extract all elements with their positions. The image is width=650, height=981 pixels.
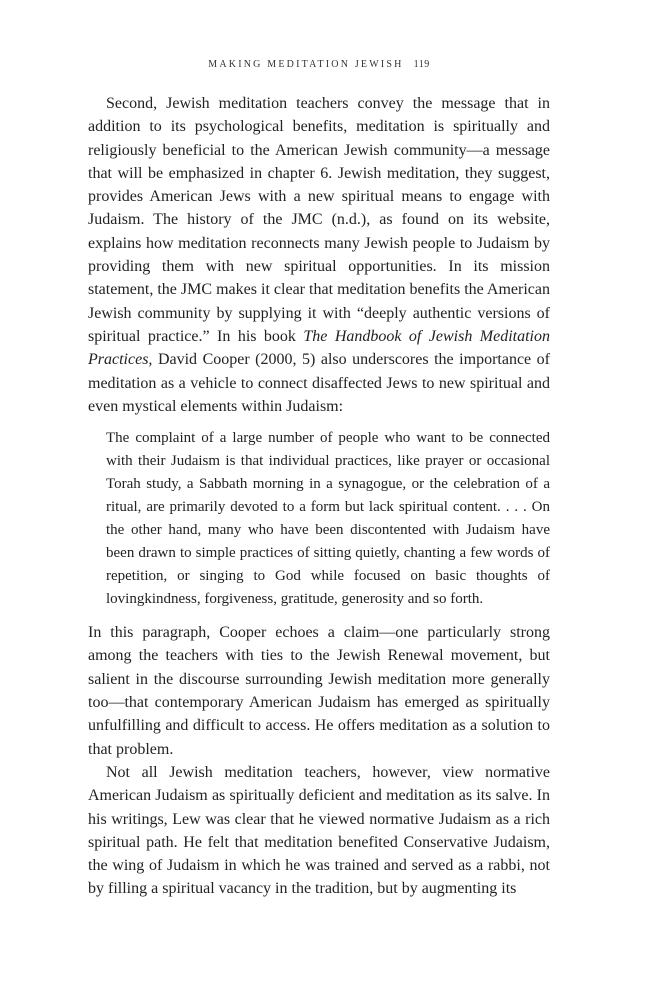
block-quote: The complaint of a large number of people who want to be connected with their Judaism is that individual practices, like prayer or occasional Torah study, a Sabbath morning in a synagogue, or the celebration of a ritual, are primarily devoted to a form but lack spiritual content. . . . On the other hand, many who have been discontented with Judaism have been drawn to simple practices of sitting quietly, chanting a few words of repetition, or singing to God while focused on basic thoughts of lovingkindness, forgiveness, gratitude, generosity and so forth. <box>106 430 550 608</box>
body-text <box>88 92 550 901</box>
paragraph-3: Not all Jewish meditation teachers, however, view normative American Judaism as spiritually deficient and meditation as its salve. In his writings, Lew was clear that he viewed normative Judaism as a rich spiritual path. He felt that meditation benefited Conservative Judaism, the wing of Judaism in which he was trained and served as a rabbi, not by filling a spiritual vacancy in the tradition, but by augmenting its <box>88 763 550 898</box>
book-page <box>88 58 550 901</box>
running-head <box>88 58 550 72</box>
paragraph-1-lead: Second, Jewish meditation teachers convey the message that in addition to its psychological benefits, meditation is spiritually and religiously beneficial to the American Jewish community—a message that will be emphasized in chapter 6. Jewish meditation, they suggest, provides American Jews with a new spiritual means to engage with Judaism. The history of the JMC (n.d.), as found on its website, explains how meditation reconnects many Jewish people to Judaism by providing them with new spiritual opportunities. In its mission statement, the JMC makes it clear that meditation benefits the American Jewish community by supplying it with “deeply authentic versions of spiritual practice.” In his book <box>88 95 550 345</box>
paragraph-2: In this paragraph, Cooper echoes a claim—one particularly strong among the teachers with ties to the Jewish Renewal movement, but salient in the discourse surrounding Jewish meditation more generally too—that contemporary American Judaism has emerged as spiritually unfulfilling and difficult to access. He offers meditation as a solution to that problem. <box>88 624 550 758</box>
paragraph-1 <box>88 92 550 418</box>
book-title: The Handbook of Jewish Meditation Practices, <box>88 327 550 369</box>
running-head-title: MAKING MEDITATION JEWISH <box>208 59 404 70</box>
paragraph-1-tail: David Cooper (2000, 5) also underscores the importance of meditation as a vehicle to connect disaffected Jews to new spiritual and even mystical elements within Judaism: <box>88 351 550 415</box>
page-number: 119 <box>413 59 430 70</box>
